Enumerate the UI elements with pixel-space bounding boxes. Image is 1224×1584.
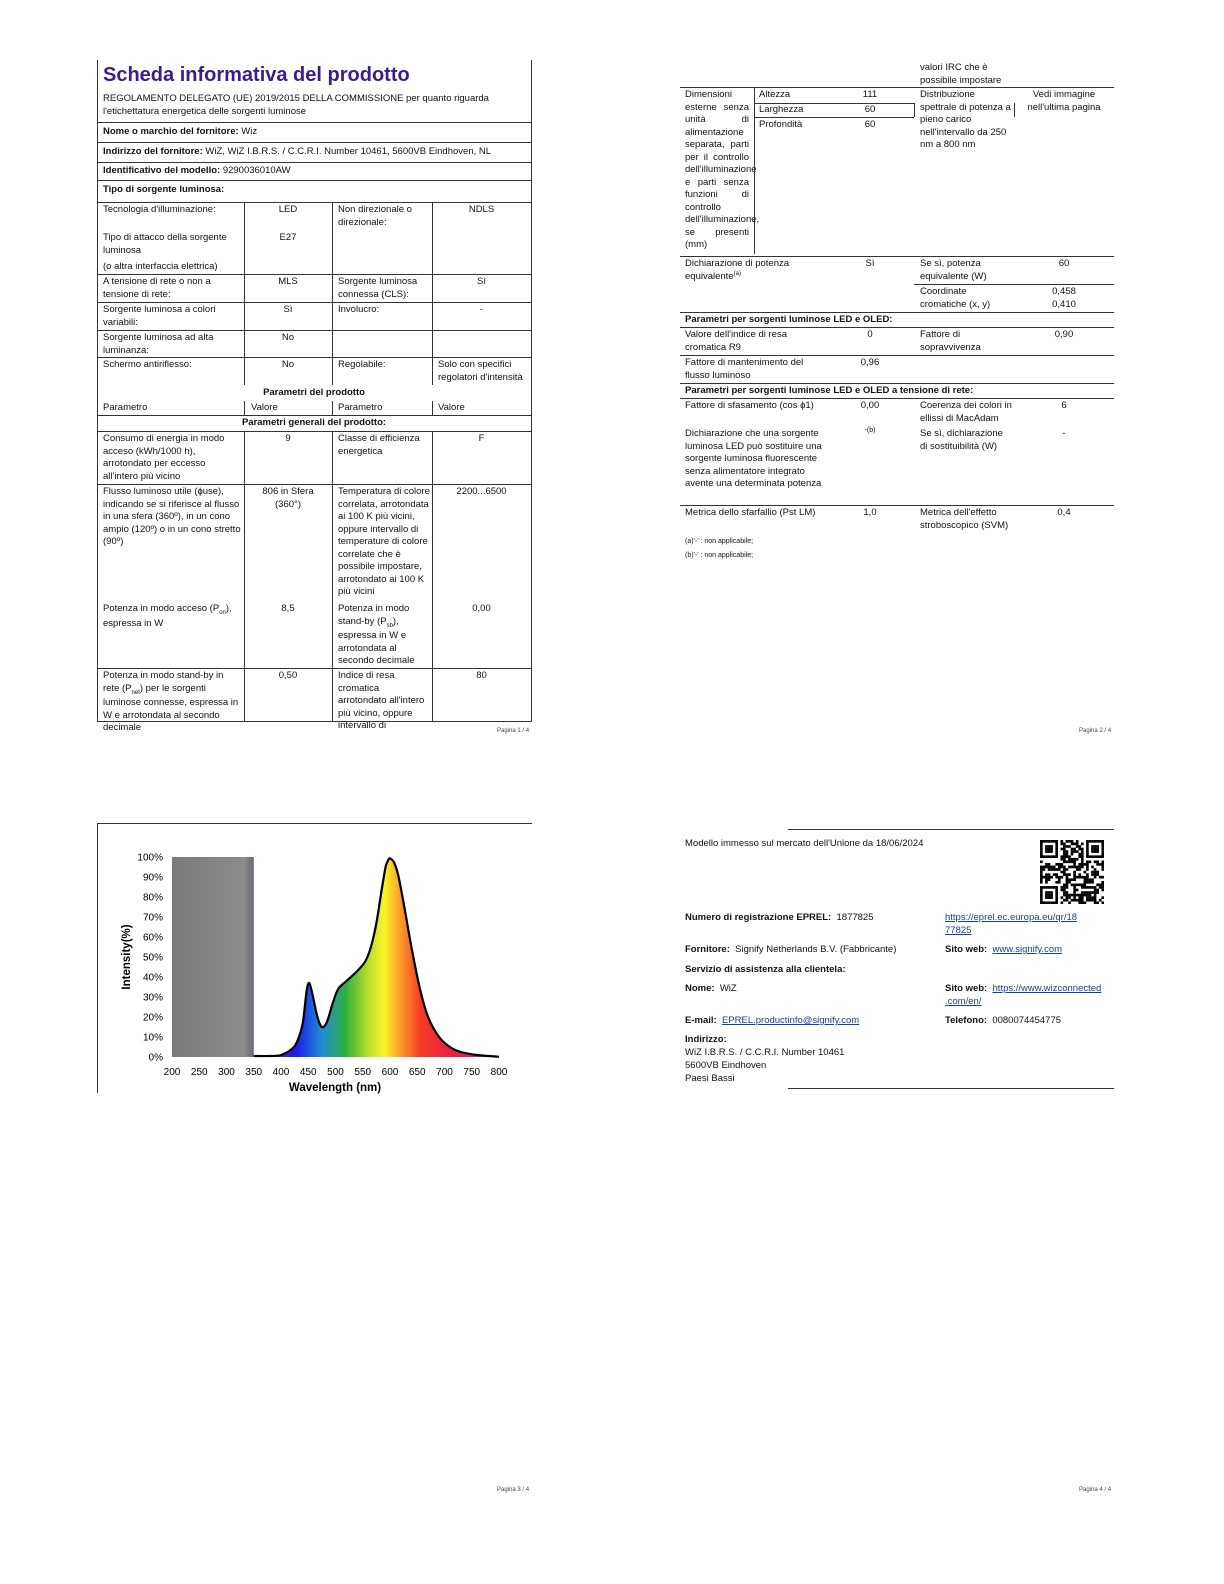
energy-value: 9	[285, 433, 291, 444]
supplier-address-row	[103, 146, 491, 159]
replacement-w-value: -	[1062, 428, 1066, 439]
light-source-type-label: Tipo di sorgente luminosa:	[103, 184, 225, 195]
class-label: Classe di efficienza energetica	[338, 433, 420, 457]
supplier-name-row	[103, 126, 257, 139]
equiv-footnote: (a)	[733, 270, 741, 277]
cap-value: E27	[279, 232, 297, 243]
general-params-heading: Parametri generali del prodotto:	[241, 417, 387, 428]
customer-service-label: Servizio di assistenza alla clientela:	[685, 964, 846, 975]
spectral-chart	[105, 840, 525, 1100]
survival-value: 0,90	[1054, 329, 1074, 340]
qr-code	[1040, 840, 1104, 904]
y-tick-label: 10%	[142, 1032, 163, 1044]
width-label: Larghezza	[759, 104, 804, 115]
address-label: Indirizzo:	[685, 1034, 727, 1045]
cls-value: Sì	[477, 276, 486, 287]
dimmable-value: Solo con specifici regolatori d'intensità	[438, 359, 523, 383]
chroma-y: 0,410	[1052, 299, 1076, 310]
cap-label-2: (o altra interfaccia elettrica)	[103, 261, 218, 272]
high-luminance-value: No	[281, 332, 295, 343]
eprel-value: 1877825	[836, 912, 874, 923]
website-label: Sito web:	[945, 944, 988, 955]
cri-label: Indice di resa cromatica arrotondato all'intero più vicino, oppure intervallo di	[338, 670, 425, 732]
spd-label: Distribuzione spettrale di potenza a pieno carico nell'intervallo da 250 nm a 800 nm	[920, 89, 1011, 151]
r9-value: 0	[867, 329, 873, 340]
macadam-label: Coerenza dei colori in ellissi di MacAdam	[920, 400, 1012, 424]
x-tick-label: 600	[381, 1067, 399, 1078]
tech-value: LED	[278, 204, 298, 215]
nondir-label: Non direzionale o direzionale:	[338, 204, 412, 228]
cri-continued: valori IRC che è possibile impostare	[920, 62, 1002, 86]
service-name-value: WiZ	[719, 983, 737, 994]
x-tick-label: 400	[272, 1067, 290, 1078]
supplier-name-label: Nome o marchio del fornitore:	[103, 126, 239, 137]
chroma-x: 0,458	[1052, 286, 1076, 297]
flux-label: Flusso luminoso utile (ɸuse), indicando se si riferisce al flusso in una sfera (360º), in un cono ampio (120º) o in un cono stretto (90º)	[103, 486, 241, 548]
x-tick-label: 300	[218, 1067, 235, 1078]
y-axis-label: Intensity(%)	[121, 924, 133, 990]
x-tick-label: 250	[190, 1067, 208, 1078]
pon-value: 8,5	[281, 603, 295, 614]
y-tick-label: 90%	[142, 872, 163, 884]
website-row	[945, 944, 1062, 957]
x-tick-label: 200	[163, 1067, 181, 1078]
y-tick-label: 50%	[142, 952, 163, 964]
footnote-b: (b)'-' : non applicabile;	[685, 552, 754, 559]
energy-label: Consumo di energia in modo acceso (kWh/1000 h), arrotondato per eccesso all'intero più vicino	[103, 433, 225, 482]
equiv-w-label: Se sì, potenza equivalente (W)	[920, 258, 987, 282]
y-tick-label: 70%	[142, 912, 163, 924]
equiv-label	[685, 258, 825, 283]
cap-label: Tipo di attacco della sorgente luminosa	[103, 232, 227, 256]
address-line-2: 5600VB Eindhoven	[685, 1060, 767, 1071]
nondir-value: NDLS	[468, 204, 495, 215]
email-link[interactable]: EPREL.productinfo@signify.com	[721, 1015, 860, 1026]
email-label: E-mail:	[685, 1015, 717, 1026]
x-tick-label: 550	[354, 1067, 372, 1078]
svm-value: 0,4	[1057, 507, 1071, 518]
address-line-1: WiZ I.B.R.S. / C.C.R.I. Number 10461	[685, 1047, 845, 1058]
pnet-value: 0,50	[278, 670, 298, 681]
high-luminance-label: Sorgente luminosa ad alta luminanza:	[103, 332, 214, 356]
x-tick-label: 500	[327, 1067, 344, 1078]
dimmable-label: Regolabile:	[338, 359, 386, 370]
product-params-heading: Parametri del prodotto	[263, 387, 365, 398]
supplier-label: Fornitore:	[685, 944, 730, 955]
replacement-label: Dichiarazione che una sorgente luminosa LED può sostituire una sorgente luminosa fluorescente senza alimentatore integrato avente una determinata potenza	[685, 428, 822, 490]
eprel-link-part-1[interactable]: https://eprel.ec.europa.eu/qr/18	[945, 912, 1078, 923]
mains-value: MLS	[278, 276, 298, 287]
r9-label: Valore dell'indice di resa cromatica R9	[685, 329, 787, 353]
qr-code-image	[1040, 840, 1104, 904]
phone-value: 0080074454775	[992, 1015, 1062, 1026]
pon-label: Potenza in modo acceso $(P_{on})$, espressa in W	[103, 603, 232, 629]
y-tick-label: 80%	[142, 892, 163, 904]
page-number-1: Pagina 1 / 4	[497, 728, 530, 734]
equiv-label-text: Dichiarazione di potenza equivalente	[685, 258, 790, 282]
replacement-value: -(b)	[864, 427, 876, 434]
svm-label: Metrica dell'effetto stroboscopico (SVM)	[920, 507, 1009, 531]
x-tick-label: 650	[408, 1067, 426, 1078]
psb-value: 0,00	[472, 603, 491, 614]
color-label: Sorgente luminosa a colori variabili:	[103, 304, 216, 328]
mains-label: A tensione di rete o non a tensione di rete:	[103, 276, 211, 300]
eprel-row	[685, 912, 874, 925]
led-mains-params-heading: Parametri per sorgenti luminose LED e OLED a tensione di rete:	[685, 385, 974, 396]
y-tick-label: 100%	[137, 852, 163, 864]
height-label: Altezza	[759, 89, 791, 100]
depth-value: 60	[864, 119, 876, 130]
maintenance-label: Fattore di mantenimento del flusso luminoso	[685, 357, 804, 381]
depth-label: Profondità	[759, 119, 803, 130]
flux-value: 806 in Sfera (360°)	[262, 486, 314, 510]
cct-value: 2200...6500	[456, 486, 507, 497]
x-tick-label: 750	[463, 1067, 481, 1078]
x-tick-label: 700	[436, 1067, 453, 1078]
maintenance-value: 0,96	[860, 357, 880, 368]
y-tick-label: 20%	[142, 1012, 163, 1024]
chroma-label: Coordinate cromatiche (x, y)	[920, 286, 991, 310]
col-value-2: Valore	[438, 402, 465, 413]
survival-label: Fattore di sopravvivenza	[920, 329, 981, 353]
x-axis-label: Wavelength (nm)	[288, 1082, 382, 1094]
service-website-row	[945, 983, 1101, 1008]
x-tick-label: 350	[245, 1067, 263, 1078]
equiv-value: Sì	[865, 258, 875, 269]
macadam-value: 6	[1061, 400, 1067, 411]
model-row	[103, 165, 291, 178]
height-value: 111	[862, 89, 878, 100]
cct-label: Temperatura di colore correlata, arrotondata ai 100 K più vicini, oppure intervallo di temperature di colore correlate che è possibile impostare, arrotondato ai 100 K più vicini	[338, 486, 430, 598]
eprel-link-part-2[interactable]: 77825	[945, 924, 972, 936]
spd-value: Vedi immagine nell'ultima pagina	[1027, 89, 1101, 113]
service-name-row	[685, 983, 737, 996]
cri-value: 80	[476, 670, 487, 681]
market-text: Modello immesso sul mercato dell'Unione da 18/06/2024	[685, 838, 924, 849]
psb-label: Potenza in modo stand-by $(P_{sb})$, espressa in W e arrotondata al secondo decimale	[338, 603, 415, 667]
service-name-label: Nome:	[685, 983, 715, 994]
y-tick-label: 60%	[142, 932, 163, 944]
glare-label: Schermo antiriflesso:	[103, 359, 192, 370]
regulation-text: REGOLAMENTO DELEGATO (UE) 2019/2015 DELLA COMMISSIONE per quanto riguarda l'etichettatura energetica delle sorgenti luminose	[103, 93, 489, 117]
col-value-1: Valore	[251, 402, 278, 413]
phone-row	[945, 1015, 1061, 1028]
cos-phi-label: Fattore di sfasamento (cos ɸ1)	[685, 400, 814, 411]
supplier-row	[685, 944, 896, 957]
y-tick-label: 40%	[142, 972, 163, 984]
dimensions-label: Dimensioni esterne senza unità di alimentazione separata, parti per il controllo dell'illuminazione e parti senza funzioni di controllo dell'illuminazione, se presenti (mm)	[685, 89, 760, 251]
cls-label: Sorgente luminosa connessa (CLS):	[338, 276, 418, 300]
replacement-w-label: Se sì, dichiarazione di sostituibilità (W)	[920, 428, 1003, 452]
service-website-link-part-1[interactable]: https://www.wizconnected	[992, 983, 1102, 994]
width-value: 60	[864, 104, 876, 115]
model-label: Identificativo del modello:	[103, 165, 221, 176]
envelope-value: -	[479, 304, 484, 315]
col-param-2: Parametro	[338, 402, 383, 413]
footnote-a: (a)'-' : non applicabile;	[685, 538, 754, 545]
website-link[interactable]: www.signify.com	[992, 944, 1063, 955]
tech-label: Tecnologia d'illuminazione:	[103, 204, 216, 215]
page-number-2: Pagina 2 / 4	[1079, 728, 1112, 734]
phone-label: Telefono:	[945, 1015, 988, 1026]
col-param-1: Parametro	[103, 402, 148, 413]
email-row	[685, 1015, 859, 1028]
page-number-3: Pagina 3 / 4	[497, 1487, 530, 1493]
envelope-label: Involucro:	[338, 304, 380, 315]
x-tick-label: 800	[490, 1067, 508, 1078]
page-number-4: Pagina 4 / 4	[1079, 1487, 1112, 1493]
x-tick-label: 450	[299, 1067, 317, 1078]
model-value: 9290036010AW	[222, 165, 291, 176]
supplier-address-label: Indirizzo del fornitore:	[103, 146, 203, 157]
service-website-link-part-2[interactable]: .com/en/	[945, 995, 982, 1007]
eprel-link[interactable]	[945, 912, 1077, 937]
equiv-w-value: 60	[1058, 258, 1070, 269]
supplier-name-value: Wiz	[241, 126, 258, 137]
cos-phi-value: 0,00	[860, 400, 880, 411]
color-value: Sì	[283, 304, 293, 315]
y-tick-label: 30%	[142, 992, 163, 1004]
eprel-label: Numero di registrazione EPREL:	[685, 912, 832, 923]
y-tick-label: 0%	[148, 1052, 163, 1064]
supplier-address-value: WiZ, WiZ I.B.R.S. / C.C.R.I. Number 10461, 5600VB Eindhoven, NL	[205, 146, 492, 157]
page-title: Scheda informativa del prodotto	[103, 64, 410, 86]
service-website-label: Sito web:	[945, 983, 988, 994]
glare-value: No	[281, 359, 295, 370]
supplier-value: Signify Netherlands B.V. (Fabbricante)	[735, 944, 897, 955]
pnet-label: Potenza in modo stand-by in rete $(P_{net})$ per le sorgenti luminose connesse, espressa in W e arrotondata al secondo decimale	[103, 670, 239, 734]
led-params-heading: Parametri per sorgenti luminose LED e OLED:	[685, 314, 893, 325]
class-value: F	[478, 433, 485, 444]
flicker-label: Metrica dello sfarfallio (Pst LM)	[685, 507, 816, 518]
flicker-value: 1,0	[863, 507, 877, 518]
address-line-3: Paesi Bassi	[685, 1073, 735, 1084]
